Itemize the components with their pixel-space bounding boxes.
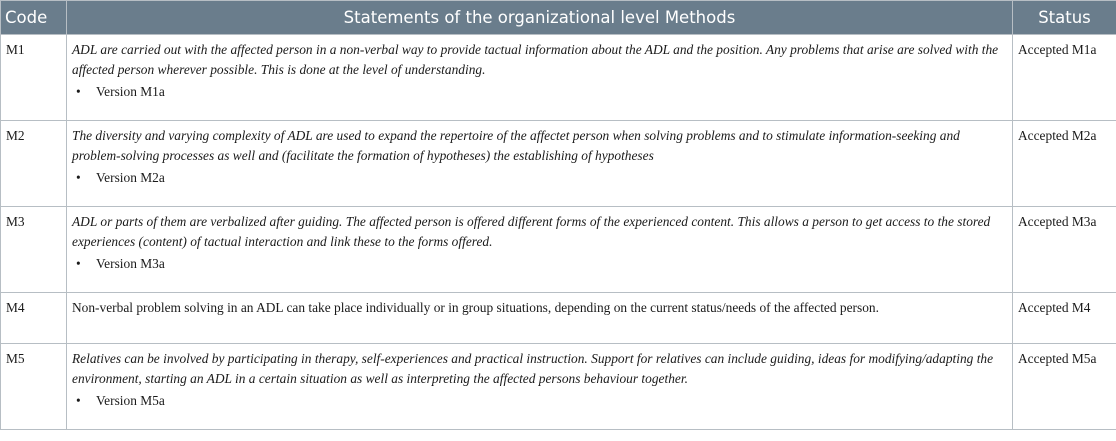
bullet-icon: • [76, 393, 81, 408]
row-statement-cell [67, 35, 1013, 121]
bullet-icon: • [76, 256, 81, 271]
table-row [1, 293, 1116, 344]
row-version-label: Version M3a [96, 256, 165, 271]
row-status: Accepted M1a [1013, 35, 1116, 121]
bullet-icon: • [76, 84, 81, 99]
bullet-icon: • [76, 170, 81, 185]
row-statement-cell [67, 344, 1013, 430]
row-version-label: Version M1a [96, 84, 165, 99]
row-statement: ADL are carried out with the affected person in a non-verbal way to provide tactual information about the ADL and the position. Any problems that arise are solved with the affected person wherever possible. This is done at the level of understanding. [72, 42, 999, 77]
header-status: Status [1013, 1, 1116, 35]
row-statement-cell [67, 207, 1013, 293]
table-row [1, 344, 1116, 430]
row-version [72, 391, 1007, 411]
header-statements: Statements of the organizational level Methods [67, 1, 1013, 35]
row-version [72, 82, 1007, 102]
row-statement: Non-verbal problem solving in an ADL can take place individually or in group situations, depending on the current status/needs of the affected person. [72, 300, 879, 315]
row-status: Accepted M5a [1013, 344, 1116, 430]
row-status: Accepted M2a [1013, 121, 1116, 207]
header-row [1, 1, 1116, 35]
row-statement: ADL or parts of them are verbalized after guiding. The affected person is offered different forms of the experienced content. This allows a person to get access to the stored experiences (content) of tactual interaction and link these to the forms offered. [72, 214, 991, 249]
row-code: M2 [1, 121, 67, 207]
row-code: M3 [1, 207, 67, 293]
row-code: M1 [1, 35, 67, 121]
row-code: M4 [1, 293, 67, 344]
row-version [72, 168, 1007, 188]
row-status: Accepted M3a [1013, 207, 1116, 293]
table-row [1, 207, 1116, 293]
row-statement-cell [67, 293, 1013, 344]
header-code: Code [1, 1, 67, 35]
row-status: Accepted M4 [1013, 293, 1116, 344]
row-version [72, 254, 1007, 274]
table-row [1, 121, 1116, 207]
row-statement: The diversity and varying complexity of ADL are used to expand the repertoire of the affectet person when solving problems and to stimulate information-seeking and problem-solving processes as well and (facilitate the formation of hypotheses) the establishing of hypotheses [72, 128, 960, 163]
table-row [1, 35, 1116, 121]
row-code: M5 [1, 344, 67, 430]
row-statement-cell [67, 121, 1013, 207]
row-statement: Relatives can be involved by participating in therapy, self-experiences and practical instruction. Support for relatives can include guiding, ideas for modifying/adapting the environment, starting an ADL in a certain situation as well as interpreting the affected persons behaviour together. [72, 351, 994, 386]
row-version-label: Version M5a [96, 393, 165, 408]
row-version-label: Version M2a [96, 170, 165, 185]
